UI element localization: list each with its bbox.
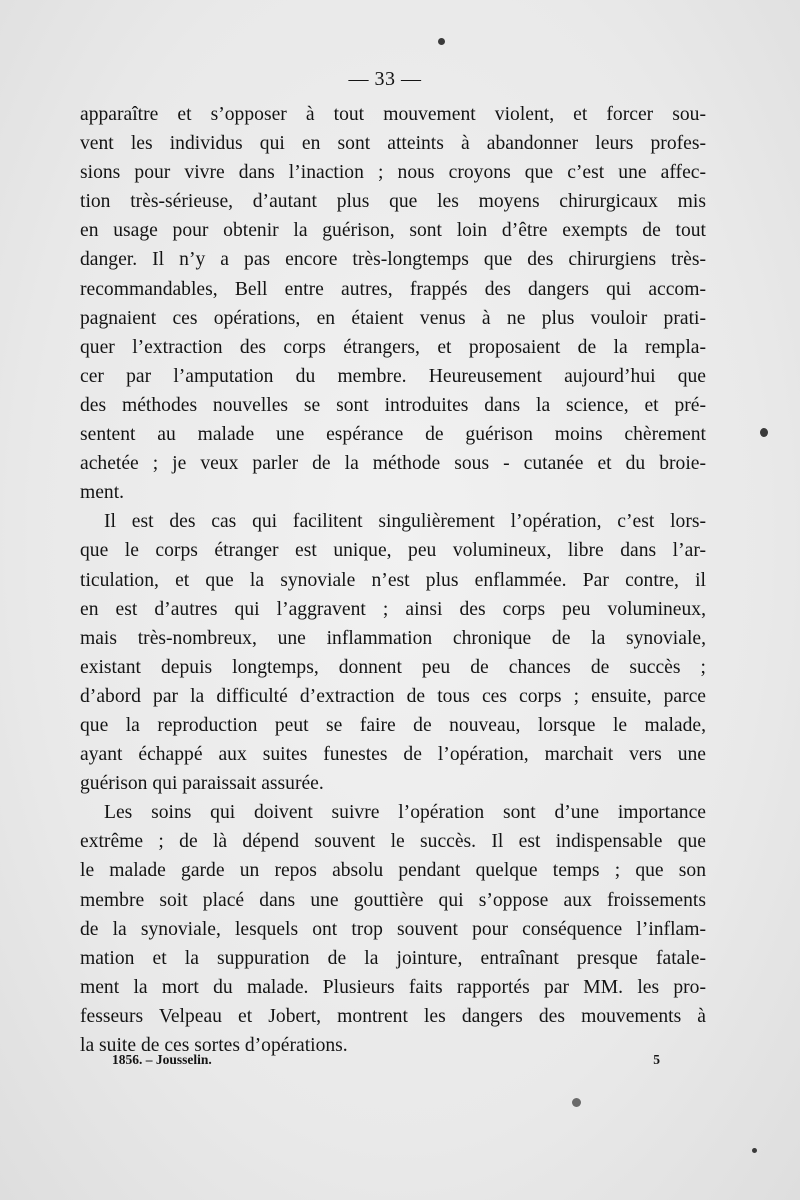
text-line: des méthodes nouvelles se sont introduites dans la science, et pré-: [80, 394, 706, 416]
text-line: quer l’extraction des corps étrangers, et proposaient de la rempla-: [80, 336, 706, 358]
text-line: guérison qui paraissait assurée.: [80, 773, 324, 795]
text-line: Les soins qui doivent suivre l’opération sont d’une importance: [104, 802, 706, 824]
text-line: danger. Il n’y a pas encore très-longtemps que des chirurgiens très-: [80, 249, 706, 271]
text-line: sentent au malade une espérance de guérison moins chèrement: [80, 424, 706, 446]
text-line: ment la mort du malade. Plusieurs faits rapportés par MM. les pro-: [80, 976, 706, 998]
text-line: que le corps étranger est unique, peu volumineux, libre dans l’ar-: [80, 540, 706, 562]
text-line: fesseurs Velpeau et Jobert, montrent les dangers des mouvements à: [80, 1005, 706, 1027]
text-line: membre soit placé dans une gouttière qui s’oppose aux froissements: [80, 889, 706, 911]
text-line: achetée ; je veux parler de la méthode sous - cutanée et du broie-: [80, 453, 706, 475]
paragraph: [80, 100, 706, 507]
text-line: extrême ; de là dépend souvent le succès. Il est indispensable que: [80, 831, 706, 853]
text-line: mais très-nombreux, une inflammation chronique de la synoviale,: [80, 627, 706, 649]
text-line: que la reproduction peut se faire de nouveau, lorsque le malade,: [80, 714, 706, 736]
text-line: ment.: [80, 482, 125, 504]
text-line: d’abord par la difficulté d’extraction de tous ces corps ; ensuite, parce: [80, 685, 706, 707]
ink-speck: [438, 38, 445, 45]
text-line: cer par l’amputation du membre. Heureusement aujourd’hui que: [80, 365, 706, 387]
text-line: tion très-sérieuse, d’autant plus que les moyens chirurgicaux mis: [80, 191, 706, 213]
text-line: recommandables, Bell entre autres, frappés des dangers qui accom-: [80, 278, 706, 300]
text-line: vent les individus qui en sont atteints à abandonner leurs profes-: [80, 133, 706, 155]
text-line: la suite de ces sortes d’opérations.: [80, 1035, 348, 1056]
text-line: existant depuis longtemps, donnent peu de chances de succès ;: [80, 656, 706, 678]
text-line: mation et la suppuration de la jointure, entraînant presque fatale-: [80, 947, 706, 969]
paragraph: [80, 798, 706, 1060]
ink-speck: [760, 428, 768, 437]
text-line: Il est des cas qui facilitent singulièrement l’opération, c’est lors-: [104, 511, 706, 533]
text-line: en est d’autres qui l’aggravent ; ainsi des corps peu volumineux,: [80, 598, 706, 620]
text-line: ticulation, et que la synoviale n’est plus enflammée. Par contre, il: [80, 569, 706, 591]
text-line: de la synoviale, lesquels ont trop souvent pour conséquence l’inflam-: [80, 918, 706, 940]
ink-speck: [572, 1098, 581, 1107]
text-line: le malade garde un repos absolu pendant quelque temps ; que son: [80, 860, 706, 882]
text-line: pagnaient ces opérations, en étaient venus à ne plus vouloir prati-: [80, 307, 706, 329]
body-text: [80, 100, 706, 1060]
sheet-number: 5: [653, 1052, 660, 1067]
text-line: apparaître et s’opposer à tout mouvement violent, et forcer sou-: [80, 104, 706, 125]
text-line: en usage pour obtenir la guérison, sont loin d’être exempts de tout: [80, 220, 706, 242]
printer-signature: 1856. – Jousselin.: [112, 1052, 212, 1067]
paragraph: [80, 507, 706, 798]
page-number: — 33 —: [348, 68, 422, 90]
text-line: ayant échappé aux suites funestes de l’opération, marchait vers une: [80, 744, 706, 766]
text-line: sions pour vivre dans l’inaction ; nous croyons que c’est une affec-: [80, 162, 706, 184]
ink-speck: [752, 1148, 757, 1153]
